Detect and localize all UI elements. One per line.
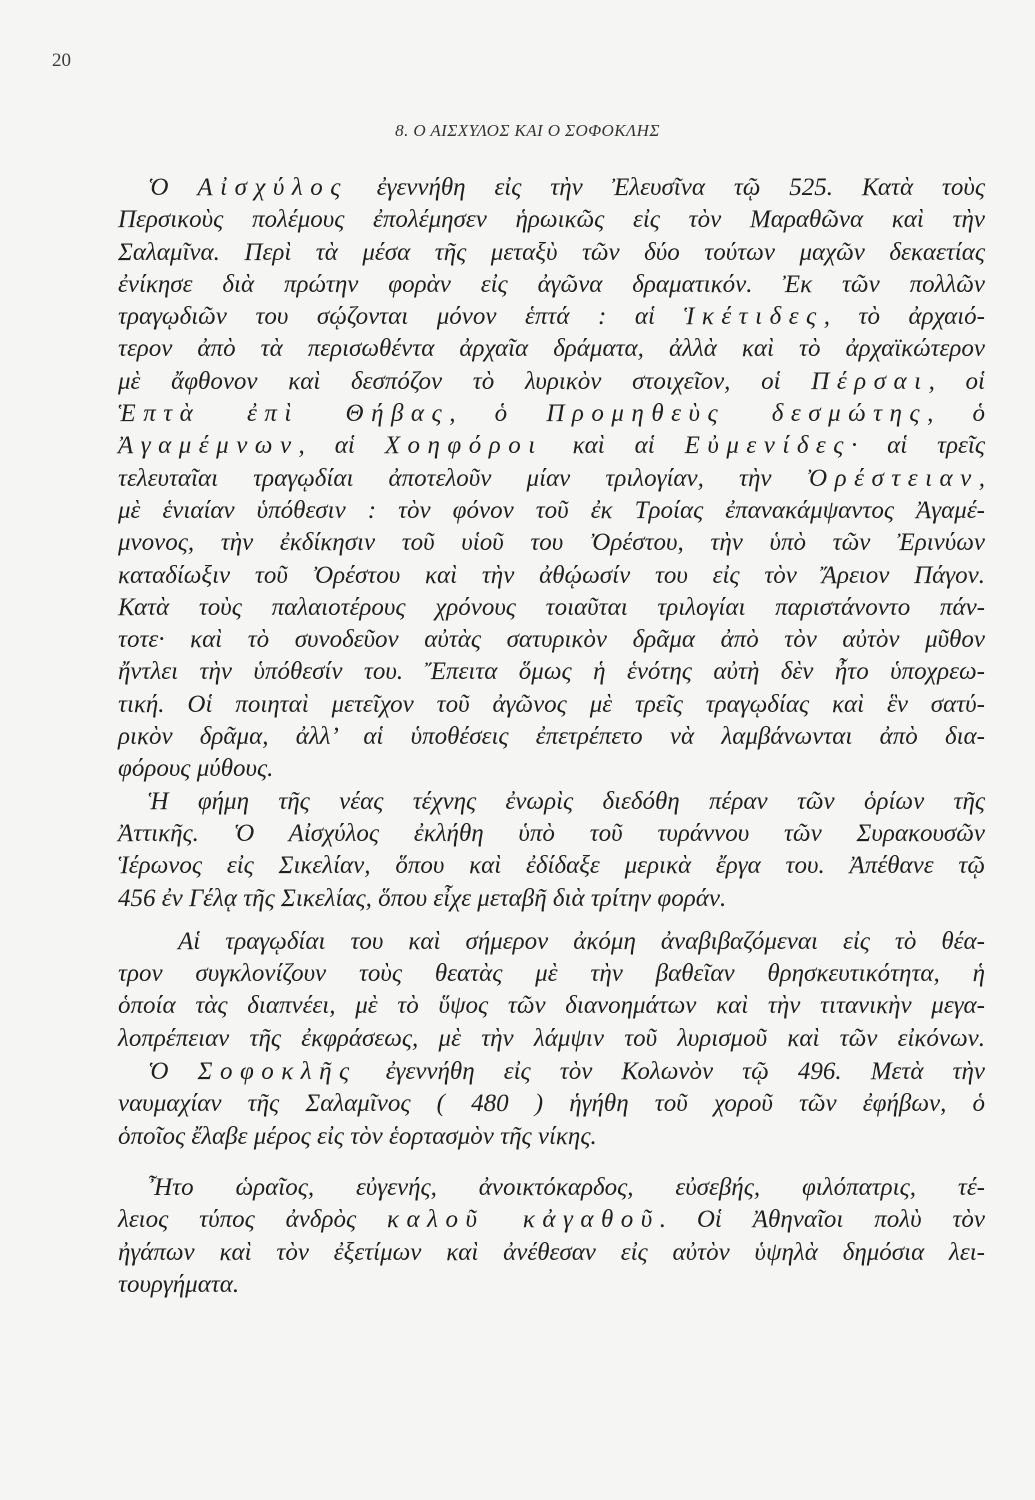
text-run: καὶ αἱ	[542, 432, 685, 460]
text-run: ,	[978, 464, 985, 492]
text-run: τερον ἀπὸ τὰ περισωθέντα ἀρχαῖα δράματα, ἀλλὰ καὶ τὸ ἀρχαϊκώτερον	[118, 335, 985, 363]
paragraph	[118, 1172, 985, 1301]
text-line	[118, 463, 985, 495]
text-line	[118, 1088, 985, 1120]
text-run: ἠγάπων καὶ τὸν ἐξετίμων καὶ ἀνέθεσαν εἰς αὐτὸν ὑψηλὰ δημόσια λει-	[118, 1238, 985, 1266]
text-line	[118, 560, 985, 592]
text-run: , ὁ	[449, 400, 547, 428]
text-line	[118, 958, 985, 990]
text-run: Ὁ	[148, 174, 198, 201]
paragraph	[118, 786, 985, 915]
text-run: τραγῳδιῶν του σῴζονται μόνον ἑπτά : αἱ	[118, 303, 684, 331]
text-line	[118, 592, 985, 624]
text-line	[118, 1023, 985, 1055]
chapter-heading: 8. Ο ΑΙΣΧΥΛΟΣ ΚΑΙ Ο ΣΟΦΟΚΛΗΣ	[395, 121, 660, 140]
text-run: ἤντλει τὴν ὑπόθεσίν του. Ἔπειτα ὅμως ἡ ἑνότης αὐτὴ δὲν ἦτο ὑποχρεω-	[118, 658, 985, 686]
text-run: τουργήματα.	[118, 1270, 240, 1298]
text-run: Περσικοὺς πολέμους ἐπολέμησεν ἡρωικῶς εἰς τὸν Μαραθῶνα καὶ τὴν	[118, 206, 985, 234]
text-run: ἐνίκησε διὰ πρώτην φορὰν εἰς ἀγῶνα δραματικόν. Ἐκ τῶν πολλῶν	[118, 270, 985, 298]
text-line	[118, 237, 985, 269]
text-run: ναυμαχίαν τῆς Σαλαμῖνος ( 480 ) ἡγήθη τοῦ χοροῦ τῶν ἐφήβων, ὁ	[118, 1090, 985, 1118]
text-run: Σαλαμῖνα. Περὶ τὰ μέσα τῆς μεταξὺ τῶν δύο τούτων μαχῶν δεκαετίας	[118, 238, 985, 266]
letter-spaced-name: Πέρσαι	[811, 367, 929, 395]
text-run: , τὸ ἀρχαιό-	[823, 303, 985, 331]
letter-spaced-name: Ἑπτὰ ἐπὶ Θήβας	[118, 400, 450, 428]
text-run: λοπρέπειαν τῆς ἐκφράσεως, μὲ τὴν λάμψιν τοῦ λυρισμοῦ καὶ τῶν εἰκόνων.	[118, 1024, 985, 1052]
text-line	[118, 527, 985, 559]
text-line	[118, 204, 985, 236]
text-run: μνονος, τὴν ἐκδίκησιν τοῦ υἱοῦ του Ὀρέστου, τὴν ὑπὸ τῶν Ἐρινύων	[118, 529, 985, 557]
text-run: Αἱ τραγῳδίαι του καὶ σήμερον ἀκόμη ἀναβιβαζόμεναι εἰς τὸ θέα-	[178, 927, 985, 955]
text-line	[118, 398, 985, 430]
text-run: Ἡ φήμη τῆς νέας τέχνης ἐνωρὶς διεδόθη πέραν τῶν ὁρίων τῆς	[148, 787, 985, 815]
text-run: · αἱ τρεῖς	[850, 432, 986, 460]
text-run: , οἱ	[928, 367, 985, 395]
paragraph	[118, 926, 985, 1055]
text-line	[118, 495, 985, 527]
letter-spaced-name: Ἀγαμέμνων	[118, 432, 299, 460]
text-line	[118, 1172, 985, 1204]
text-line	[118, 1121, 985, 1153]
text-line	[118, 990, 985, 1022]
text-run: μὲ ἄφθονον καὶ δεσπόζον τὸ λυρικὸν στοιχεῖον, οἱ	[118, 367, 812, 395]
text-run: Κατὰ τοὺς παλαιοτέρους χρόνους τοιαῦται τριλογίαι παριστάνοντο πάν-	[118, 593, 985, 621]
letter-spaced-name: Χοηφόροι	[384, 432, 543, 460]
text-run: τελευταῖαι τραγῳδίαι ἀποτελοῦν μίαν τριλογίαν, τὴν	[118, 464, 807, 492]
letter-spaced-name: Εὐμενίδες	[684, 432, 851, 460]
text-line	[118, 269, 985, 301]
letter-spaced-name: Προμηθεὺς δεσμώτης	[546, 400, 928, 428]
text-run: Ἀττικῆς. Ὁ Αἰσχύλος ἐκλήθη ὑπὸ τοῦ τυράννου τῶν Συρακουσῶν	[118, 819, 985, 847]
text-run: , αἱ	[298, 432, 385, 460]
text-line	[118, 818, 985, 850]
text-run: , ὁ	[927, 400, 986, 428]
text-run: λειος τύπος ἀνδρὸς	[118, 1206, 388, 1234]
paragraph	[118, 1056, 985, 1153]
text-run: Ἱέρωνος εἰς Σικελίαν, ὅπου καὶ ἐδίδαξε μερικὰ ἔργα του. Ἀπέθανε τῷ	[118, 852, 985, 880]
letter-spaced-name: Ὀρέστειαν	[806, 464, 979, 492]
text-run: τοτε· καὶ τὸ συνοδεῦον αὐτὰς σατυρικὸν δρᾶμα ἀπὸ τὸν αὐτὸν μῦθον	[118, 626, 985, 654]
text-line	[118, 172, 985, 204]
paragraph	[118, 172, 985, 786]
text-run: ὁποία τὰς διαπνέει, μὲ τὸ ὕψος τῶν διανοημάτων καὶ τὴν τιτανικὴν μεγα-	[118, 992, 985, 1020]
text-line	[118, 366, 985, 398]
text-run: ἐγεννήθη εἰς τὸν Κολωνὸν τῷ 496. Μετὰ τὴν	[356, 1058, 986, 1086]
text-line	[118, 721, 985, 753]
text-line	[118, 786, 985, 818]
text-line	[118, 1056, 985, 1088]
letter-spaced-name: καλοῦ κἀγαθοῦ	[387, 1206, 660, 1234]
text-line	[118, 883, 985, 915]
text-line	[118, 926, 985, 958]
text-line	[118, 333, 985, 365]
text-run: 456 ἐν Γέλᾳ τῆς Σικελίας, ὅπου εἶχε μεταβῆ διὰ τρίτην φοράν.	[118, 884, 727, 912]
text-run: φόρους μύθους.	[118, 755, 274, 783]
text-run: Ἦτο ὡραῖος, εὐγενής, ἀνοικτόκαρδος, εὐσεβής, φιλόπατρις, τέ-	[148, 1173, 985, 1201]
text-run: . Οἱ Ἀθηναῖοι πολὺ τὸν	[659, 1206, 986, 1234]
text-line	[118, 1204, 985, 1236]
text-line	[118, 656, 985, 688]
text-line	[118, 1269, 985, 1301]
letter-spaced-name: Ἱκέτιδες	[683, 303, 824, 331]
text-line	[118, 624, 985, 656]
text-line	[118, 689, 985, 721]
text-run: ρικὸν δρᾶμα, ἀλλ’ αἱ ὑποθέσεις ἐπετρέπετο νὰ λαμβάνωνται ἀπὸ δια-	[118, 723, 985, 751]
text-run: τρον συγκλονίζουν τοὺς θεατὰς μὲ τὴν βαθεῖαν θρησκευτικότητα, ἡ	[118, 960, 985, 988]
text-line	[118, 1237, 985, 1269]
text-run: ὁποῖος ἔλαβε μέρος εἰς τὸν ἑορτασμὸν τῆς νίκης.	[118, 1122, 597, 1150]
text-line	[118, 301, 985, 333]
page-number: 20	[52, 50, 71, 71]
text-line	[118, 850, 985, 882]
text-run: ἐγεννήθη εἰς τὴν Ἐλευσῖνα τῷ 525. Κατὰ τοὺς	[347, 174, 986, 201]
letter-spaced-name: Σοφοκλῆς	[197, 1058, 357, 1086]
body-text	[118, 172, 985, 1301]
text-run: μὲ ἑνιαίαν ὑπόθεσιν : τὸν φόνον τοῦ ἐκ Τροίας ἐπανακάμψαντος Ἀγαμέ-	[118, 496, 985, 524]
text-run: Ὁ	[148, 1058, 198, 1086]
text-line	[118, 430, 985, 462]
text-line	[118, 753, 985, 785]
letter-spaced-name: Αἰσχύλος	[197, 174, 348, 201]
text-run: τική. Οἱ ποιηταὶ μετεῖχον τοῦ ἀγῶνος μὲ τρεῖς τραγῳδίας καὶ ἓν σατύ-	[118, 690, 985, 718]
text-run: καταδίωξιν τοῦ Ὀρέστου καὶ τὴν ἀθῴωσίν του εἰς τὸν Ἄρειον Πάγον.	[118, 561, 985, 589]
